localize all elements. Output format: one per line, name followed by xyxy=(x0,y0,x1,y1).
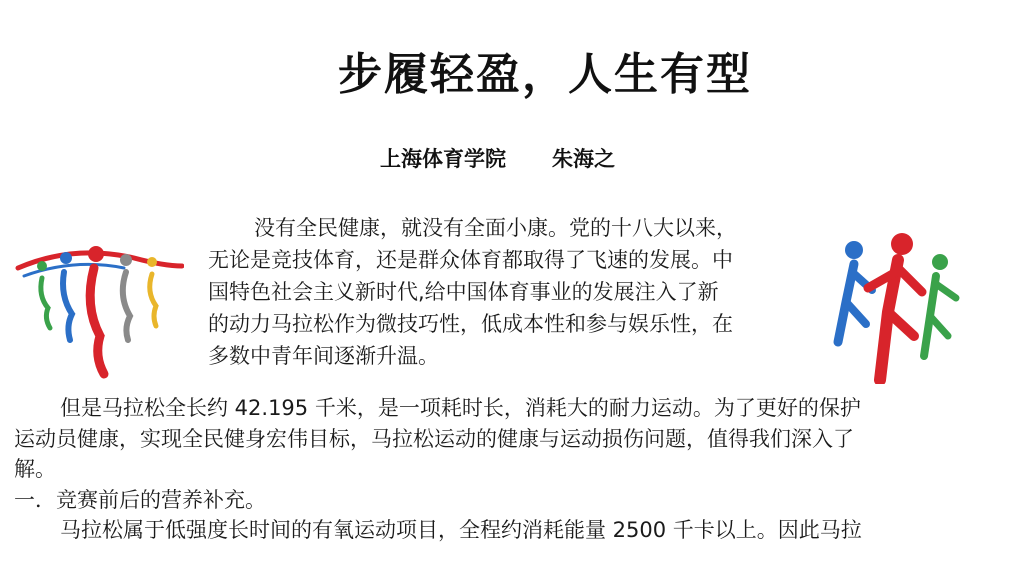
intro-line: 多数中青年间逐渐升温。 xyxy=(208,344,439,368)
intro-line: 无论是竞技体育，还是群众体育都取得了飞速的发展。中 xyxy=(208,248,733,272)
document-title: 步履轻盈，人生有型 xyxy=(338,49,752,100)
byline-institution: 上海体育学院 xyxy=(380,147,506,171)
runners-icon xyxy=(832,232,962,384)
body-line: 马拉松属于低强度长时间的有氧运动项目，全程约消耗能量 2500 千卡以上。因此马拉 xyxy=(60,518,862,542)
byline xyxy=(380,143,615,173)
body-line: 运动员健康，实现全民健身宏伟目标，马拉松运动的健康与运动损伤问题，值得我们深入了 xyxy=(14,426,854,451)
intro-paragraph xyxy=(208,212,808,372)
intro-line: 国特色社会主义新时代,给中国体育事业的发展注入了新 xyxy=(208,280,719,304)
running-figures-logo-icon xyxy=(14,236,184,381)
body-line: 但是马拉松全长约 42.195 千米，是一项耗时长，消耗大的耐力运动。为了更好的保护 xyxy=(60,396,861,420)
intro-line: 没有全民健康，就没有全面小康。党的十八大以来， xyxy=(254,216,737,240)
intro-line: 的动力马拉松作为微技巧性，低成本性和参与娱乐性，在 xyxy=(208,312,733,336)
byline-author: 朱海之 xyxy=(552,147,615,171)
body-line: 解。 xyxy=(14,457,56,481)
body-text xyxy=(14,393,1014,546)
section-heading: 一．竞赛前后的营养补充。 xyxy=(14,487,266,512)
